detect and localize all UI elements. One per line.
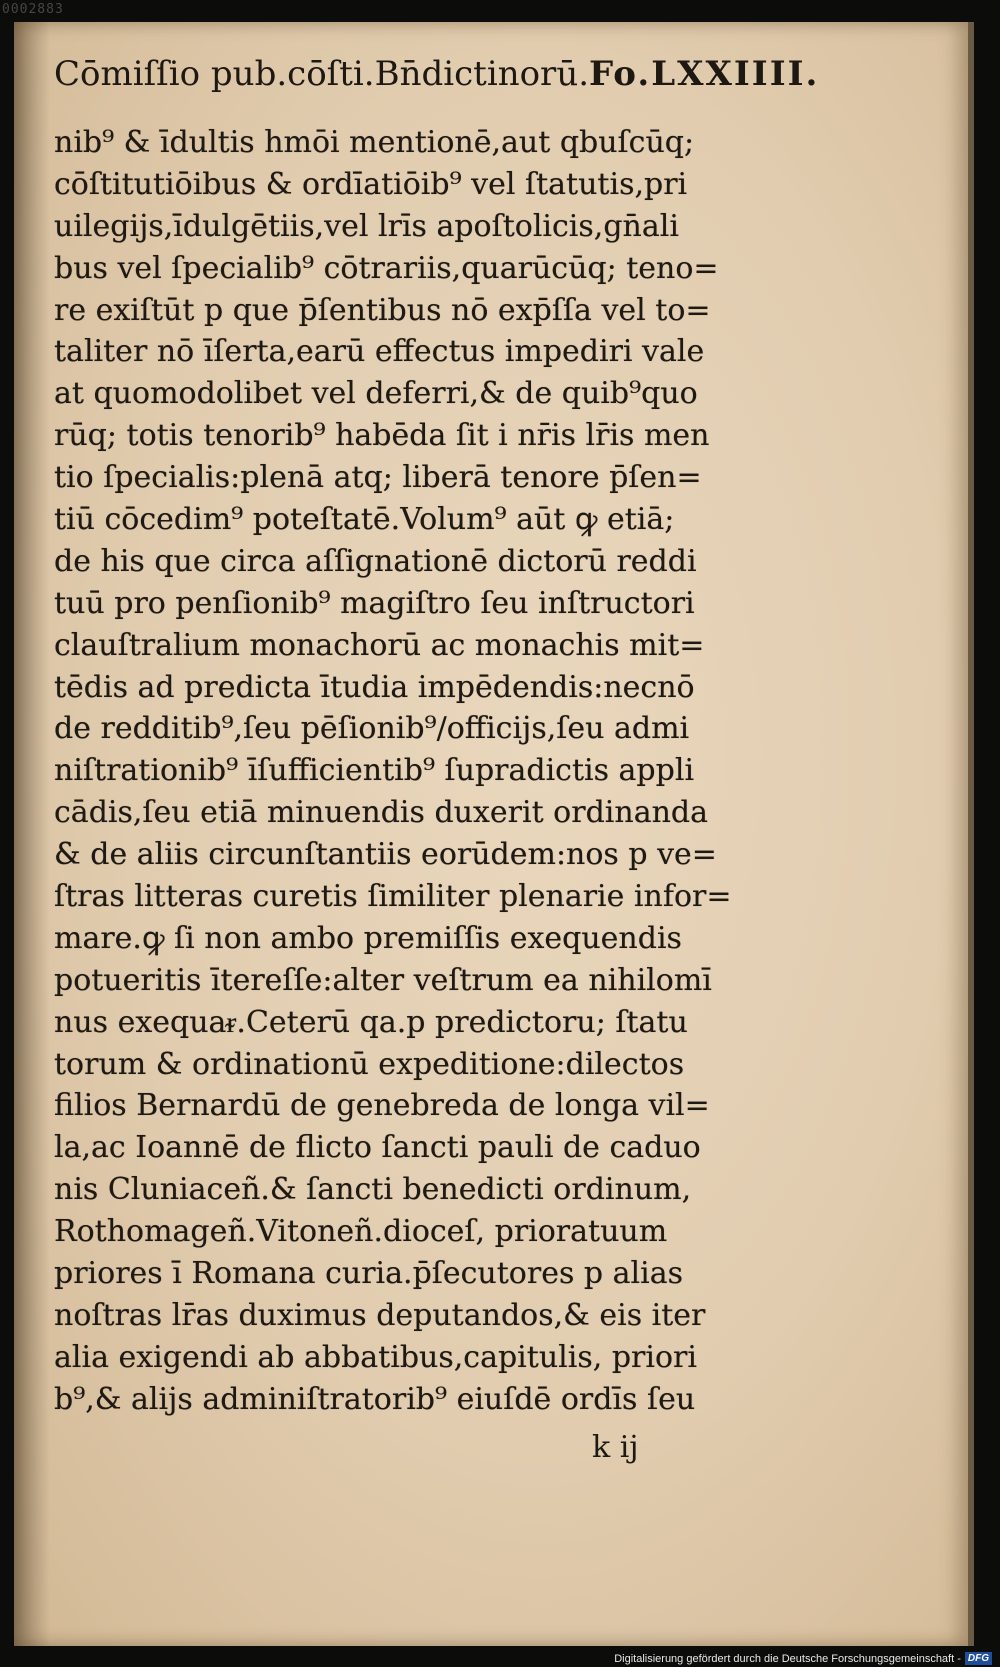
text-line: clauſtralium monachorū ac monachis mit= (54, 627, 705, 663)
corner-stamp: 0002883 (2, 2, 64, 17)
text-line: b⁹,& alijs adminiſtratorib⁹ eiuſdē ordīs ſeu (54, 1381, 696, 1417)
text-line: de redditib⁹,ſeu pēſionib⁹/officijs,ſeu admi (54, 711, 690, 747)
text-line: cādis,ſeu etiā minuendis duxerit ordinanda (54, 795, 708, 831)
folio-number: Fo.LXXIIII. (589, 54, 820, 94)
spine-shadow (14, 22, 50, 1646)
text-line: rūq; totis tenorib⁹ habēda ſit i nr̄is lr̄is men (54, 418, 710, 454)
text-line: niſtrationib⁹ īſufficientib⁹ ſupradictis appli (54, 753, 695, 789)
footer-credit-text: Digitalisierung gefördert durch die Deutsche Forschungsgemeinschaft - (614, 1652, 961, 1665)
text-line: re exiſtūt p que p̄ſentibus nō exp̄ſſa vel to= (54, 292, 711, 328)
text-line: potueritis ītereſſe:alter veſtrum ea nihilomī (54, 962, 712, 998)
text-line: tuū pro penſionib⁹ magiſtro ſeu inſtructori (54, 585, 695, 621)
text-line: taliter nō īſerta,earū effectus impediri vale (54, 334, 705, 370)
text-line: ſtras litteras curetis ſimiliter plenarie infor= (54, 879, 732, 915)
text-line: nus exequaᵲ.Ceterū qa.p predictoru; ſtatu (54, 1004, 688, 1040)
text-line: tēdis ad predicta ītudia impēdendis:necnō (54, 669, 695, 705)
text-line: priores ī Romana curia.p̄ſecutores p alias (54, 1256, 683, 1292)
text-line: tio ſpecialis:plenā atq; liberā tenore p̄ſen= (54, 460, 702, 496)
text-line: tiū cōcedim⁹ poteſtatē.Volum⁹ aūt ꝙ etiā; (54, 502, 675, 538)
text-line: nis Cluniaceñ.& ſancti benedicti ordinum, (54, 1172, 692, 1208)
text-line: uilegijs,īdulgētiis,vel lrīs apoſtolicis,gn̄ali (54, 208, 679, 244)
text-line: filios Bernardū de genebreda de longa vil= (54, 1088, 710, 1124)
text-line: cōſtitutiōibus & ordīatiōib⁹ vel ſtatutis,pri (54, 166, 688, 202)
text-line: & de aliis circunſtantiis eorūdem:nos p ve= (54, 837, 717, 873)
footer-credit (614, 1652, 992, 1665)
signature-mark: k ij (592, 1430, 639, 1465)
text-line: torum & ordinationū expeditione:dilectos (54, 1046, 685, 1082)
text-line: la,ac Ioannē de flicto ſancti pauli de caduo (54, 1130, 701, 1166)
text-line: Rothomageñ.Vitoneñ.dioceſ, prioratuum (54, 1214, 668, 1250)
dfg-logo: DFG (965, 1652, 992, 1665)
text-line: bus vel ſpecialib⁹ cōtrariis,quarūcūq; teno= (54, 250, 719, 286)
text-line: mare.ꝙ ſi non ambo premiſſis exequendis (54, 920, 682, 956)
text-line: noſtras lr̄as duximus deputandos,& eis iter (54, 1297, 706, 1333)
text-line: at quomodolibet vel deferri,& de quib⁹quo (54, 376, 698, 412)
text-line: de his que circa aſſignationē dictorū reddi (54, 543, 697, 579)
running-header (54, 52, 944, 96)
book-page (14, 22, 974, 1646)
text-line: alia exigendi ab abbatibus,capitulis, priori (54, 1339, 697, 1375)
text-block (54, 122, 854, 1421)
text-line: nib⁹ & īdultis hmōi mentionē,aut qbuſcūq; (54, 125, 695, 160)
running-title: Cōmiſſio pub.cōſti.Bn̄dictinorū. (54, 54, 590, 94)
